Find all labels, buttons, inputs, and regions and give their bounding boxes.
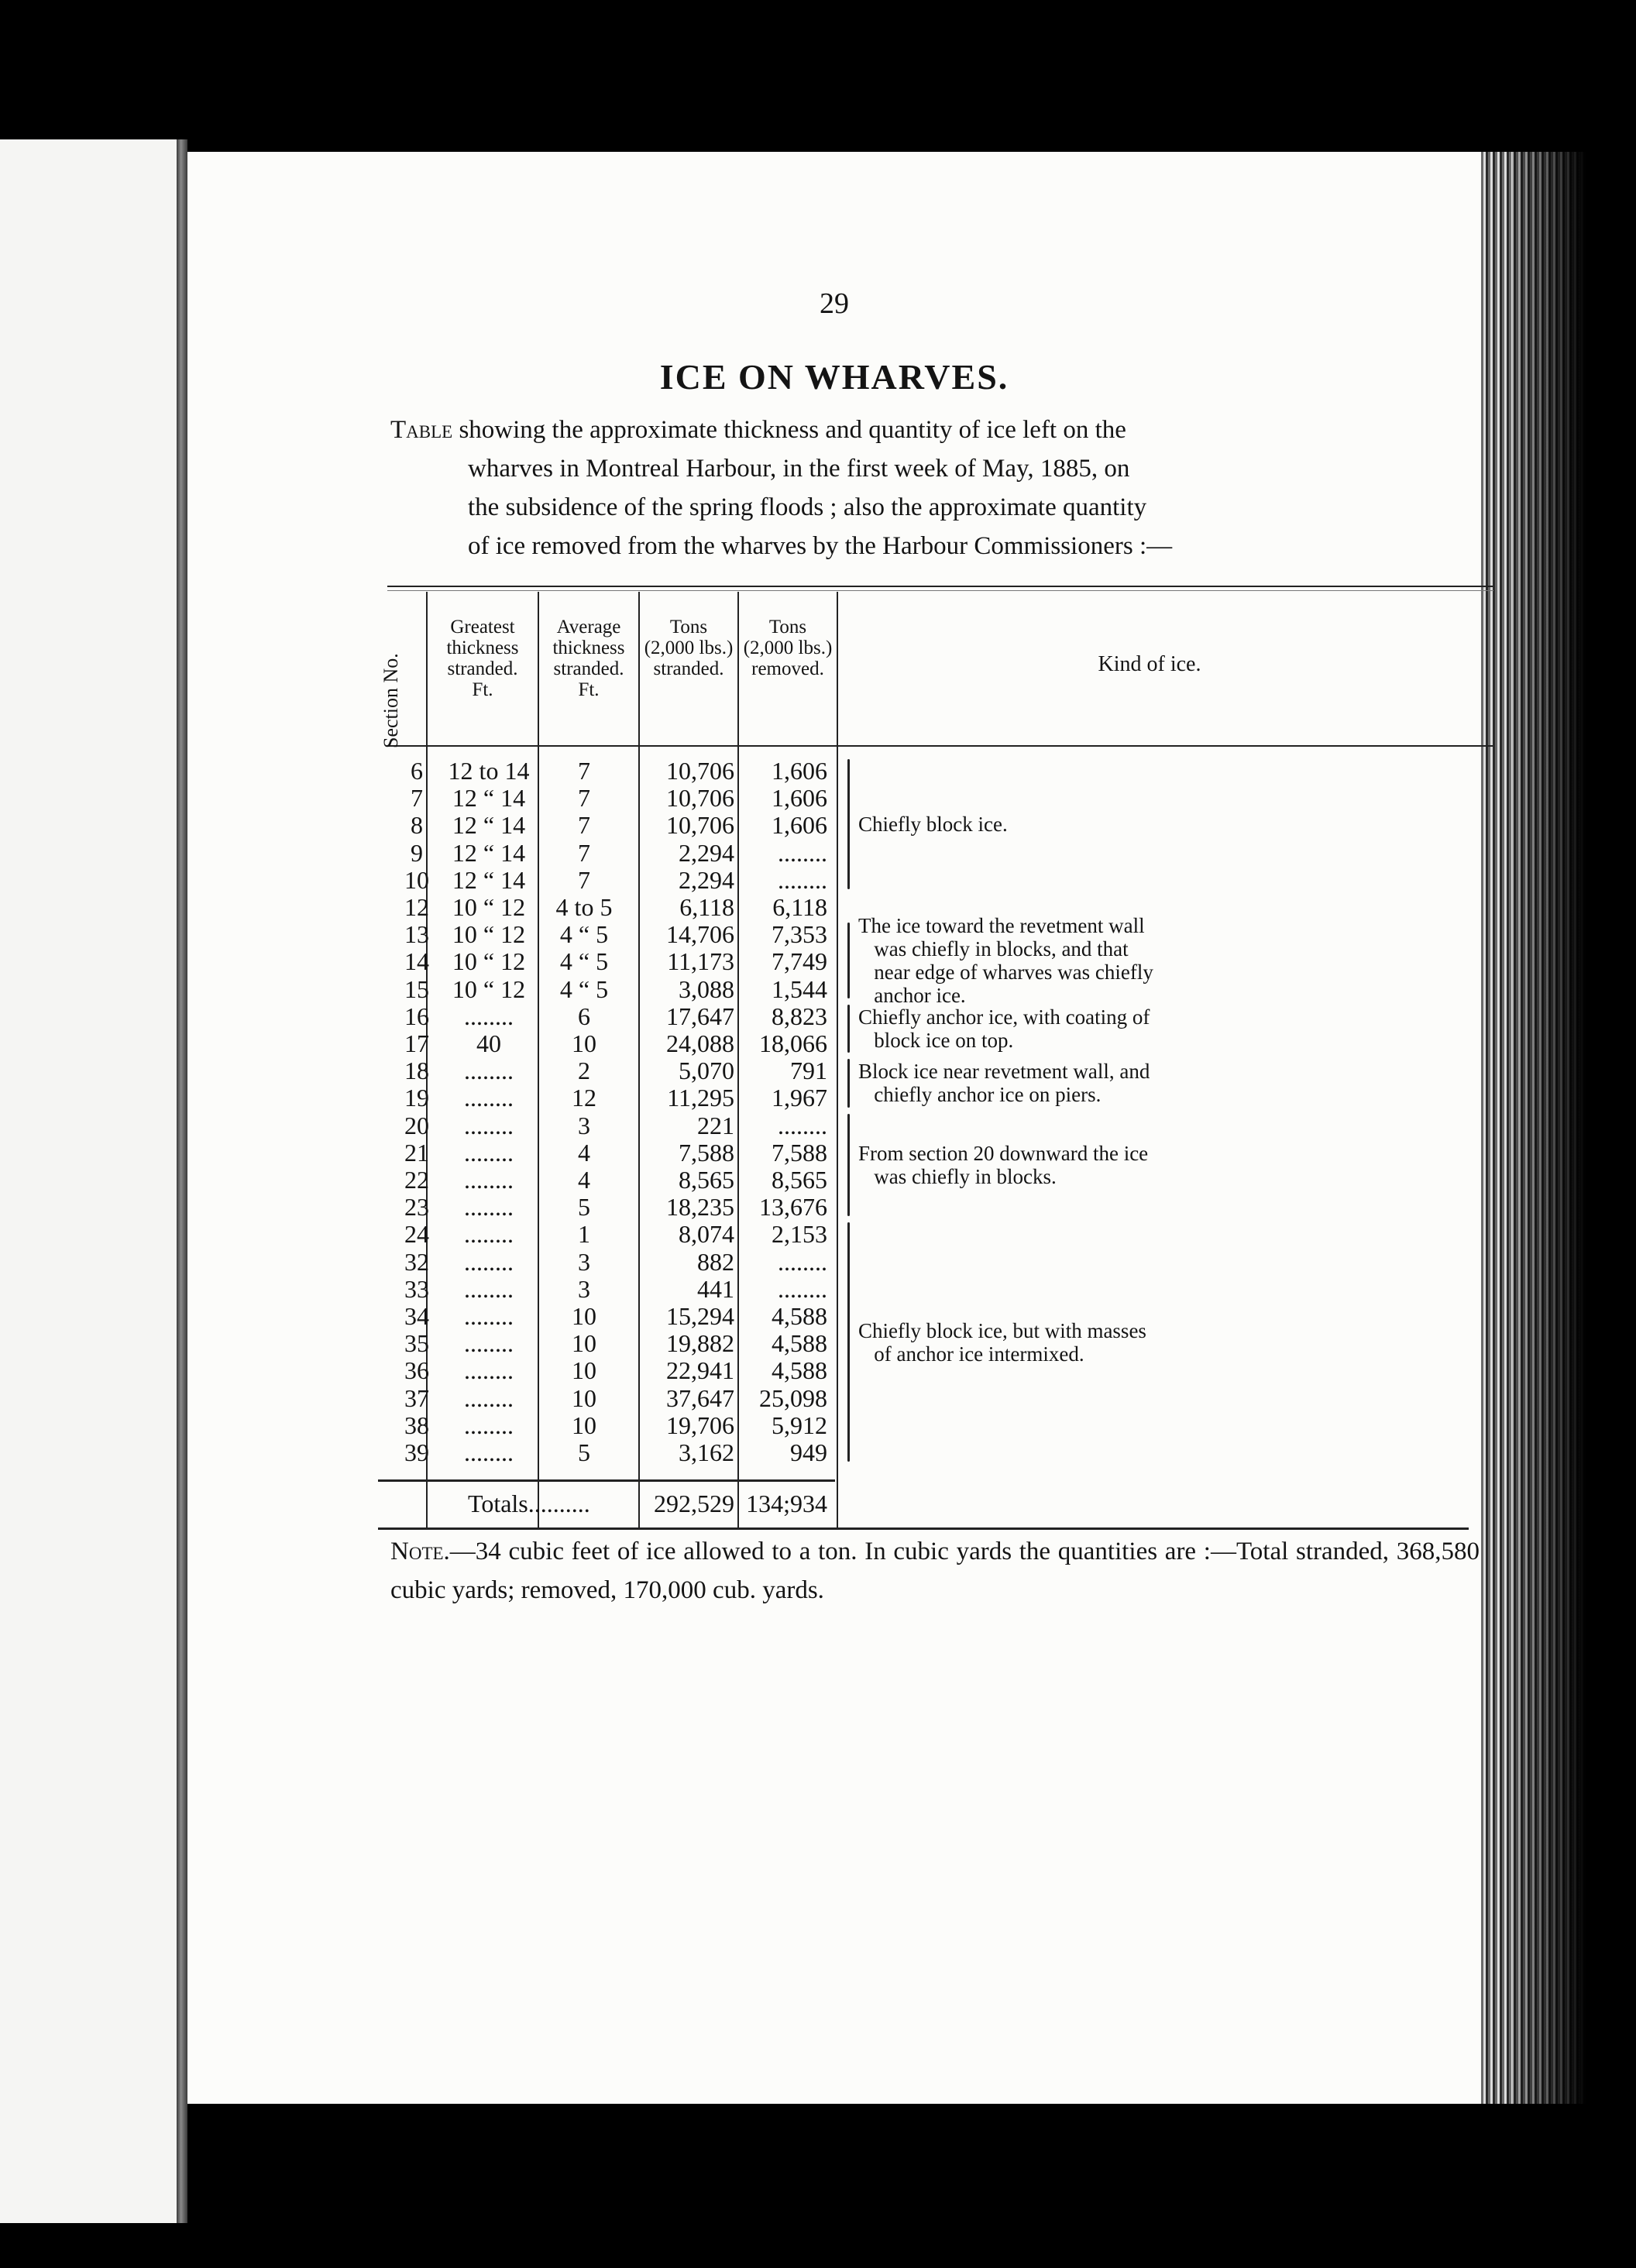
cell-removed: 4,588: [772, 1356, 827, 1385]
footnote: [390, 1532, 1480, 1610]
cell-average: 4 “ 5: [559, 947, 609, 976]
totals-top-rule: [378, 1479, 835, 1482]
cell-section: 39: [404, 1438, 429, 1466]
caption-lead: Table: [390, 416, 453, 444]
cell-average: 12: [572, 1084, 596, 1112]
cell-stranded: 19,882: [666, 1329, 734, 1358]
cell-average: 7: [578, 865, 590, 894]
cell-section: 19: [404, 1084, 429, 1112]
cell-stranded: 441: [697, 1274, 734, 1303]
remark-text: From section 20 downward the ice was chiefly in blocks.: [858, 1142, 1149, 1188]
cell-stranded: 18,235: [666, 1193, 734, 1222]
header-kind-of-ice: Kind of ice.: [1098, 652, 1201, 676]
cell-removed: 4,588: [772, 1329, 827, 1358]
cell-average: 3: [578, 1274, 590, 1303]
remark-text: Chiefly anchor ice, with coating of block ice on top.: [858, 1005, 1150, 1052]
cell-average: 7: [578, 784, 590, 813]
cell-stranded: 24,088: [666, 1029, 734, 1057]
page-title: ICE ON WHARVES.: [659, 357, 1009, 397]
cell-stranded: 2,294: [679, 865, 734, 894]
col-divider-4: [737, 592, 739, 1527]
cell-removed: 1,606: [772, 784, 827, 813]
cell-greatest: 40: [476, 1029, 501, 1057]
cell-stranded: 19,706: [666, 1411, 734, 1439]
remark-brace: [847, 1222, 850, 1462]
cell-section: 15: [404, 974, 429, 1003]
header-tons-removed: Tons (2,000 lbs.) removed.: [743, 617, 833, 679]
cell-stranded: 22,941: [666, 1356, 734, 1385]
cell-stranded: 8,565: [679, 1166, 734, 1194]
cell-removed: 4,588: [772, 1302, 827, 1330]
cell-removed: 7,353: [772, 920, 827, 949]
totals-removed: 134;934: [746, 1490, 827, 1517]
note-text: —34 cubic feet of ice allowed to a ton. In cubic yards the quantities are :—Total stranded, 368,580 cubic yards; removed, 170,000 cub. yards.: [390, 1538, 1480, 1604]
remark-brace: [847, 1005, 850, 1053]
remark-brace: [847, 923, 850, 998]
cell-stranded: 7,588: [679, 1138, 734, 1167]
cell-removed: 25,098: [759, 1383, 827, 1412]
cell-greatest: ........: [464, 1247, 514, 1276]
cell-section: 24: [404, 1220, 429, 1249]
cell-removed: 1,544: [772, 974, 827, 1003]
left-page-fragment: [0, 139, 180, 2223]
cell-section: 22: [404, 1166, 429, 1194]
col-divider-5: [837, 592, 838, 1527]
remark-text: Block ice near revetment wall, and chiefly anchor ice on piers.: [858, 1060, 1150, 1107]
cell-average: 6: [578, 1002, 590, 1030]
note-lead: Note.: [390, 1538, 450, 1565]
cell-greatest: ........: [464, 1329, 514, 1358]
remark-text: The ice toward the revetment wall was chiefly in blocks, and that near edge of wharves was chiefly anchor ice.: [858, 914, 1153, 1007]
cell-greatest: ........: [464, 1438, 514, 1466]
cell-removed: ........: [778, 1247, 827, 1276]
cell-section: 20: [404, 1111, 429, 1139]
cell-average: 7: [578, 811, 590, 840]
cell-section: 12: [404, 893, 429, 921]
cell-average: 4 “ 5: [559, 920, 609, 949]
table-top-rule-2: [387, 590, 1493, 591]
cell-stranded: 15,294: [666, 1302, 734, 1330]
cell-removed: 13,676: [759, 1193, 827, 1222]
cell-section: 33: [404, 1274, 429, 1303]
cell-average: 1: [578, 1220, 590, 1249]
cell-section: 6: [411, 757, 423, 785]
cell-average: 10: [572, 1329, 596, 1358]
cell-section: 23: [404, 1193, 429, 1222]
cell-section: 21: [404, 1138, 429, 1167]
cell-stranded: 37,647: [666, 1383, 734, 1412]
book-gutter: [177, 139, 187, 2223]
cell-average: 10: [572, 1383, 596, 1412]
page-edges: [1481, 152, 1636, 2104]
cell-average: 3: [578, 1247, 590, 1276]
cell-average: 4: [578, 1138, 590, 1167]
cell-section: 16: [404, 1002, 429, 1030]
totals-stranded: 292,529: [654, 1490, 734, 1517]
cell-average: 4 to 5: [555, 893, 613, 921]
cell-stranded: 221: [697, 1111, 734, 1139]
caption-line-1: showing the approximate thickness and quantity of ice left on the: [459, 416, 1126, 444]
cell-section: 35: [404, 1329, 429, 1358]
cell-greatest: ........: [464, 1166, 514, 1194]
cell-greatest: ........: [464, 1193, 514, 1222]
cell-average: 7: [578, 757, 590, 785]
cell-greatest: ........: [464, 1302, 514, 1330]
header-average-thickness: Average thickness stranded. Ft.: [552, 617, 625, 700]
table-caption: [390, 411, 1475, 565]
cell-section: 8: [411, 811, 423, 840]
cell-stranded: 17,647: [666, 1002, 734, 1030]
remark-brace: [847, 1059, 850, 1107]
table-top-rule: [387, 586, 1493, 587]
document-page: 29 ICE ON WHARVES. Table showing the approximate thickness and quantity of ice left on the wharves in Montreal Harbour, in the first week of May, 1885, on the subsidence of the spring floods ; also the approximate quantity of ice removed from the wharves by the Harbour Commissioners :— Section No. Greatest thickness stranded. Ft. Average thickness stranded. Ft. Tons (2,000 lbs.) stranded. Tons (2,000 lbs.) removed. Kind of ice. 6 12 to 14 7 10,706 1,606 7 12 “ 14 7 10,706 1,606 8 12 “ 14 7 10,706 1,606 9 12 “ 14 7 2,294 ........ 10 12 “ 14 7 2,294 ........ 12 10 “ 12 4 to 5 6,118 6,118 13 10 “ 12 4 “ 5 14,706 7,353 14 10 “ 12 4 “ 5 11,173 7,749 15 10 “ 12 4 “ 5 3,088 1,544 16 ........ 6 17,647 8,823 17 40 10 24,088 18,066 18 ........ 2 5,070 791 19 ........ 12 11,295 1,967 20 ........ 3 221 ........ 21 ........ 4 7,588 7,588 22 ........ 4 8,565 8,565 23 ........ 5 18,235 13,676 24 ........ 1 8,074 2,153 32 ........ 3 882 ........ 33 ........ 3 441 ........ 34 ........ 10 15,294 4,588 35 ........ 10 19,882 4,588 36 ........ 10 22,941 4,588 37 ........ 10 37,647 25,098 38 ........ 10 19,706 5,912 39 ........ 5 3,162 949 Chiefly block ice. The ice toward the revetment wall was chiefly in blocks, and that near edge of wharves was chiefly anchor ice. Chiefly anchor ice, with coating of block ice on top. Block ice near revetment wall, and chiefly anchor ice on piers. From section 20 downward the ice was chiefly in blocks. Chiefly block ice, but with masses of anchor ice intermixed. Totals.......... 292,529 134;934 Note.—34 cubic feet of ice allowed to a ton. In cubic yards the quantities are :—Total stranded, 368,580 cubic yards; removed, 170,000 cub. yards.: [187, 152, 1481, 2104]
cell-section: 37: [404, 1383, 429, 1412]
cell-removed: 5,912: [772, 1411, 827, 1439]
cell-stranded: 6,118: [679, 893, 734, 921]
cell-section: 10: [404, 865, 429, 894]
cell-greatest: 10 “ 12: [452, 947, 526, 976]
caption-line-3: the subsidence of the spring floods ; also the approximate quantity: [468, 493, 1147, 521]
cell-section: 13: [404, 920, 429, 949]
col-divider-2: [538, 592, 539, 1527]
cell-stranded: 14,706: [666, 920, 734, 949]
cell-section: 17: [404, 1029, 429, 1057]
cell-removed: 8,823: [772, 1002, 827, 1030]
remark-text: Chiefly block ice.: [858, 813, 1008, 836]
cell-section: 7: [411, 784, 423, 813]
cell-removed: 791: [790, 1057, 827, 1085]
cell-greatest: 10 “ 12: [452, 920, 526, 949]
cell-removed: 7,749: [772, 947, 827, 976]
cell-average: 10: [572, 1302, 596, 1330]
cell-greatest: ........: [464, 1057, 514, 1085]
cell-stranded: 10,706: [666, 811, 734, 840]
cell-average: 7: [578, 838, 590, 867]
cell-greatest: 12 “ 14: [452, 811, 526, 840]
cell-greatest: 12 “ 14: [452, 838, 526, 867]
cell-removed: 949: [790, 1438, 827, 1466]
cell-greatest: ........: [464, 1274, 514, 1303]
header-tons-stranded: Tons (2,000 lbs.) stranded.: [644, 617, 734, 679]
totals-label: Totals..........: [468, 1490, 590, 1517]
cell-stranded: 11,295: [667, 1084, 734, 1112]
cell-average: 3: [578, 1111, 590, 1139]
page-number: 29: [820, 287, 849, 320]
cell-greatest: ........: [464, 1356, 514, 1385]
cell-stranded: 3,088: [679, 974, 734, 1003]
cell-average: 5: [578, 1193, 590, 1222]
cell-average: 10: [572, 1356, 596, 1385]
cell-section: 36: [404, 1356, 429, 1385]
cell-removed: 18,066: [759, 1029, 827, 1057]
header-greatest-thickness: Greatest thickness stranded. Ft.: [446, 617, 519, 700]
cell-greatest: 12 to 14: [448, 757, 530, 785]
cell-removed: 7,588: [772, 1138, 827, 1167]
cell-greatest: ........: [464, 1084, 514, 1112]
caption-line-2: wharves in Montreal Harbour, in the first week of May, 1885, on: [468, 455, 1130, 483]
cell-greatest: ........: [464, 1411, 514, 1439]
cell-greatest: 10 “ 12: [452, 893, 526, 921]
cell-stranded: 882: [697, 1247, 734, 1276]
cell-removed: ........: [778, 1274, 827, 1303]
cell-section: 9: [411, 838, 423, 867]
cell-stranded: 5,070: [679, 1057, 734, 1085]
cell-stranded: 10,706: [666, 757, 734, 785]
cell-removed: 1,606: [772, 757, 827, 785]
cell-section: 32: [404, 1247, 429, 1276]
remark-text: Chiefly block ice, but with masses of anchor ice intermixed.: [858, 1318, 1146, 1366]
cell-removed: ........: [778, 1111, 827, 1139]
header-bottom-rule: [387, 745, 1493, 747]
cell-removed: ........: [778, 865, 827, 894]
remark-brace: [847, 759, 850, 889]
cell-greatest: 12 “ 14: [452, 865, 526, 894]
cell-stranded: 2,294: [679, 838, 734, 867]
cell-stranded: 11,173: [667, 947, 734, 976]
caption-line-4: of ice removed from the wharves by the Harbour Commissioners :—: [468, 532, 1173, 560]
cell-stranded: 10,706: [666, 784, 734, 813]
cell-removed: 1,606: [772, 811, 827, 840]
cell-greatest: 10 “ 12: [452, 974, 526, 1003]
cell-greatest: ........: [464, 1138, 514, 1167]
cell-removed: 6,118: [772, 893, 827, 921]
cell-removed: 1,967: [772, 1084, 827, 1112]
cell-stranded: 8,074: [679, 1220, 734, 1249]
cell-greatest: ........: [464, 1002, 514, 1030]
cell-section: 34: [404, 1302, 429, 1330]
col-divider-3: [638, 592, 640, 1527]
cell-average: 4: [578, 1166, 590, 1194]
cell-greatest: ........: [464, 1111, 514, 1139]
cell-removed: ........: [778, 838, 827, 867]
cell-section: 18: [404, 1057, 429, 1085]
remark-brace: [847, 1114, 850, 1217]
cell-section: 38: [404, 1411, 429, 1439]
cell-removed: 2,153: [772, 1220, 827, 1249]
cell-average: 10: [572, 1411, 596, 1439]
cell-greatest: ........: [464, 1383, 514, 1412]
cell-greatest: 12 “ 14: [452, 784, 526, 813]
cell-average: 10: [572, 1029, 596, 1057]
cell-average: 4 “ 5: [559, 974, 609, 1003]
table-bottom-rule: [378, 1527, 1469, 1530]
cell-removed: 8,565: [772, 1166, 827, 1194]
cell-greatest: ........: [464, 1220, 514, 1249]
cell-section: 14: [404, 947, 429, 976]
cell-average: 2: [578, 1057, 590, 1085]
cell-stranded: 3,162: [679, 1438, 734, 1466]
cell-average: 5: [578, 1438, 590, 1466]
